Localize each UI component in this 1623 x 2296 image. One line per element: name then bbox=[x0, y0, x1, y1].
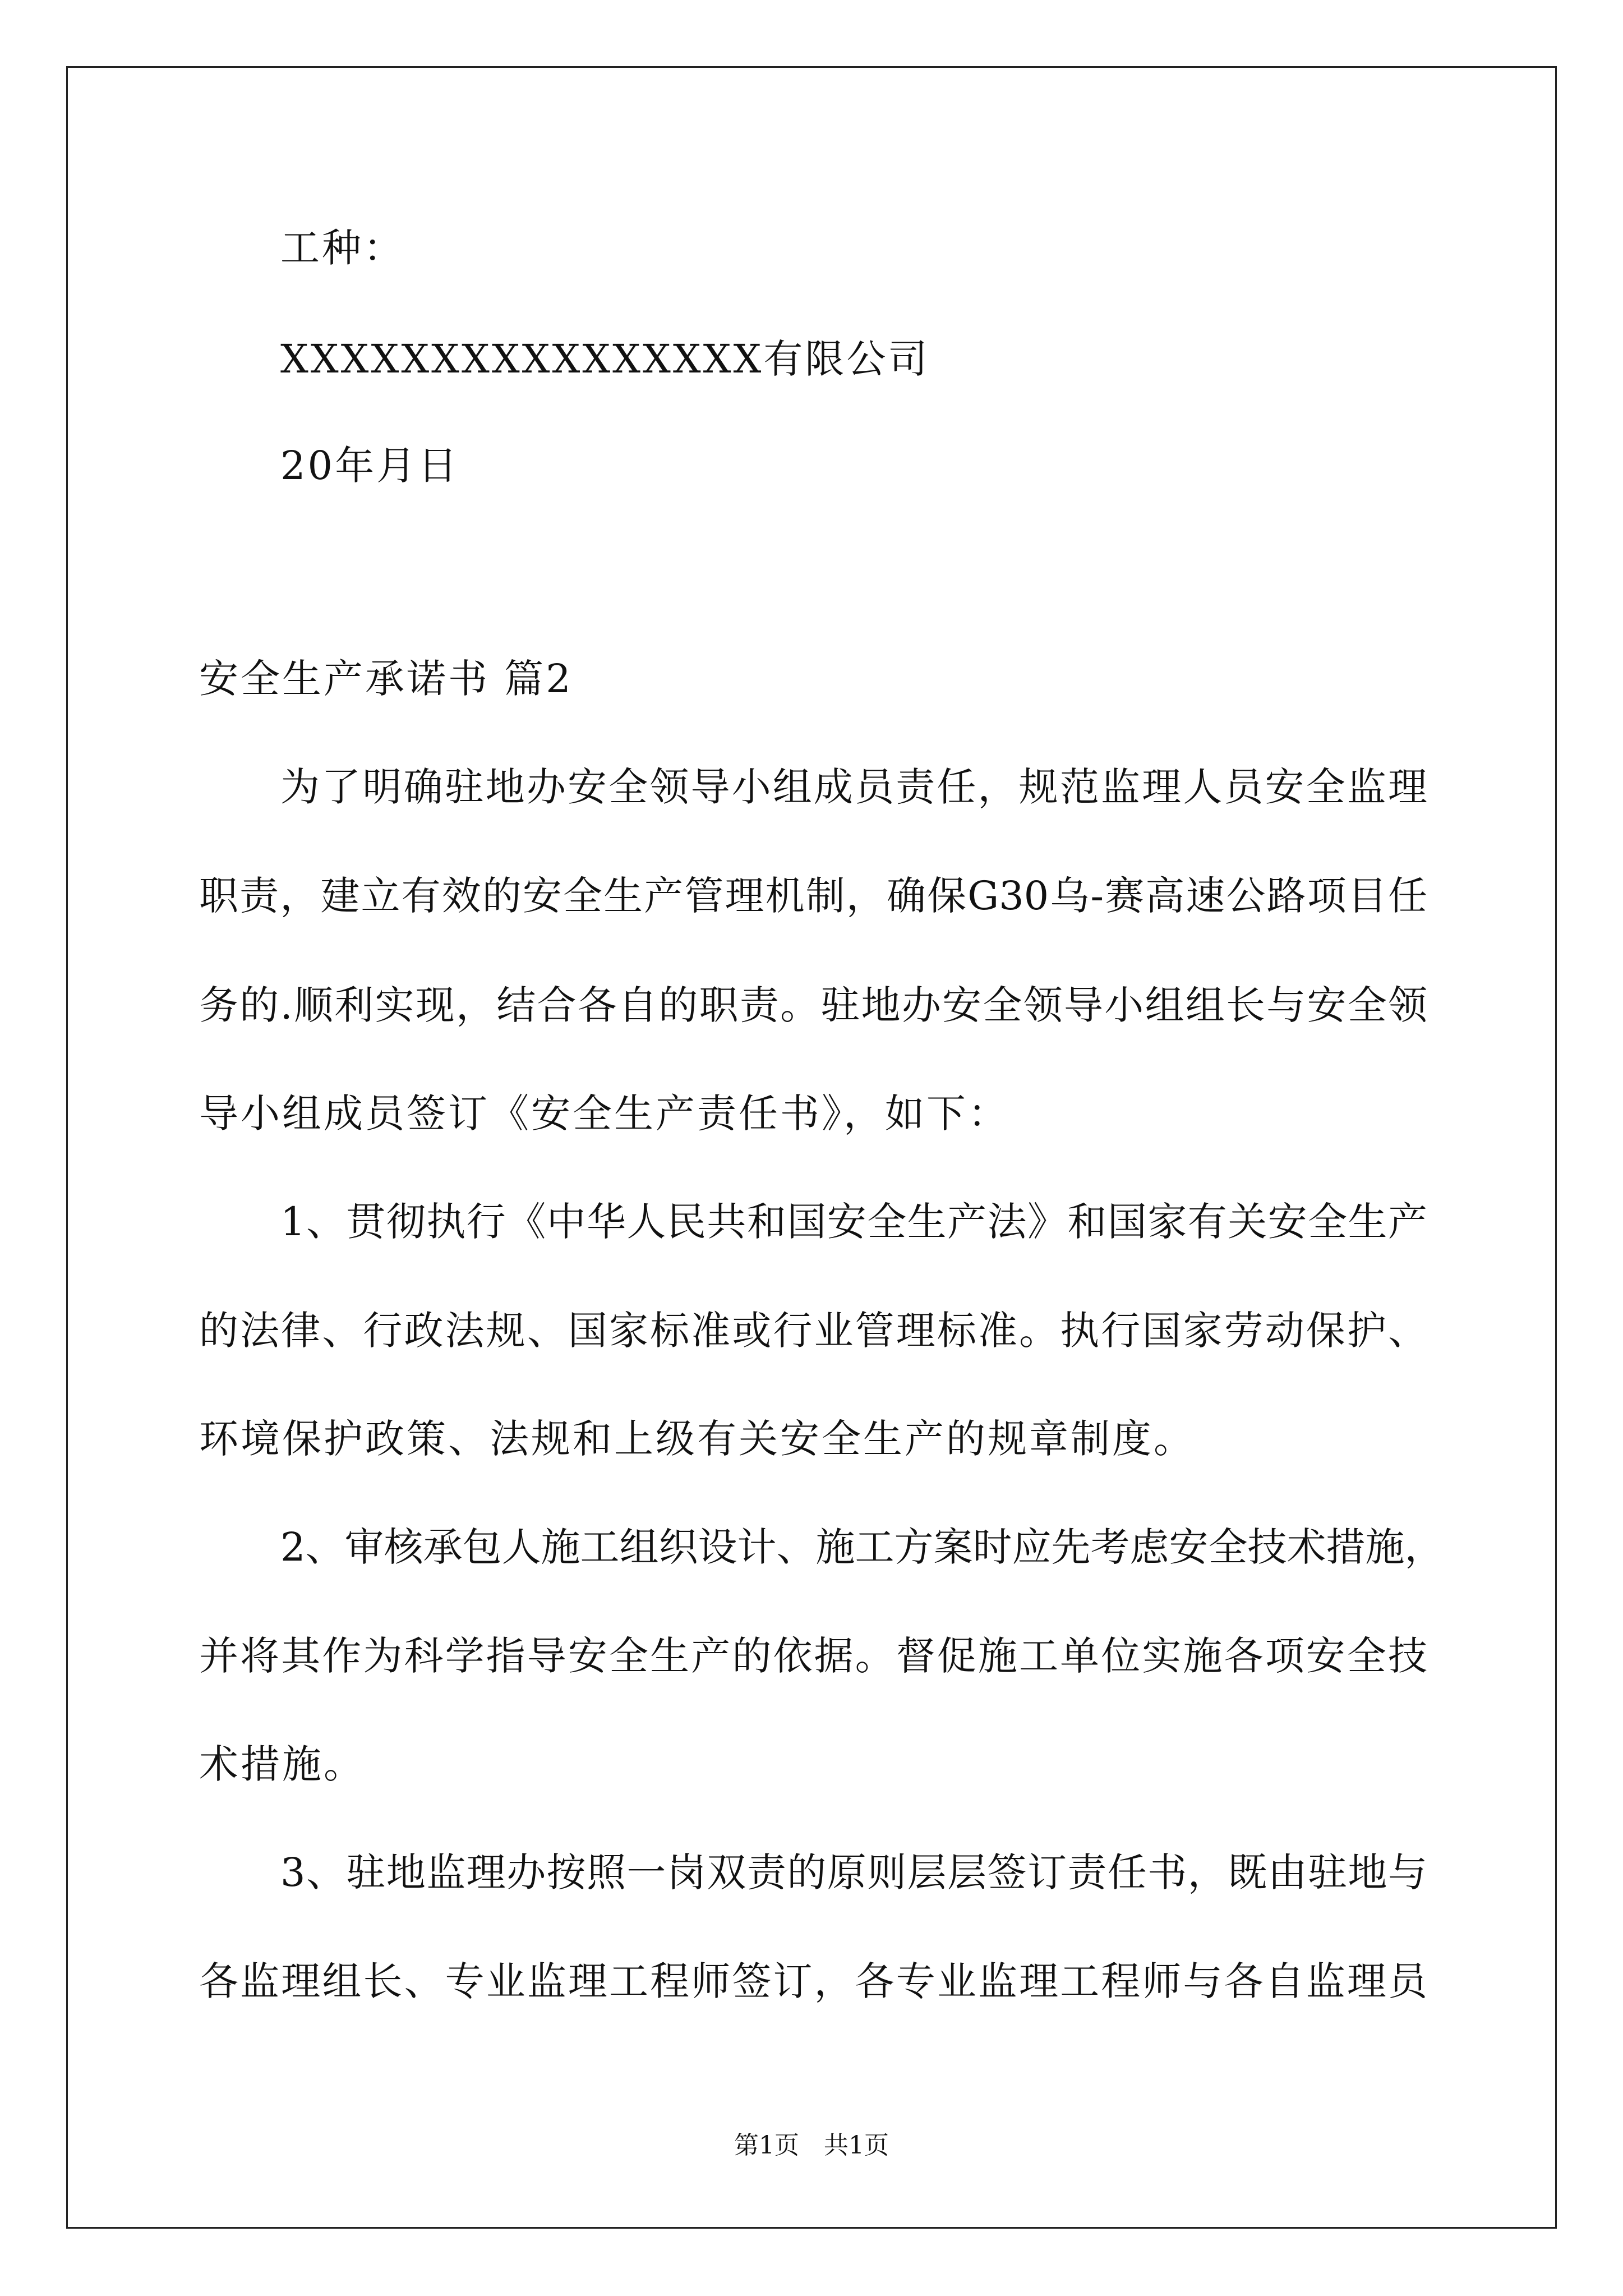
paragraph-line: 为了明确驻地办安全领导小组成员责任，规范监理人员安全监理 bbox=[280, 764, 1427, 810]
date-line: 20年月日 bbox=[280, 443, 460, 489]
page-border bbox=[66, 66, 1557, 2229]
paragraph-line: 导小组成员签订《安全生产责任书》，如下： bbox=[199, 1091, 1009, 1137]
trade-line: 工种： bbox=[280, 225, 405, 271]
page-footer: 第1页 共1页 bbox=[734, 2131, 889, 2160]
paragraph-line: 并将其作为科学指导安全生产的依据。督促施工单位实施各项安全技 bbox=[199, 1633, 1427, 1679]
section-title: 安全生产承诺书 篇2 bbox=[199, 656, 573, 702]
paragraph-line: 3、驻地监理办按照一岗双责的原则层层签订责任书，既由驻地与 bbox=[280, 1849, 1427, 1895]
paragraph-line: 2、审核承包人施工组织设计、施工方案时应先考虑安全技术措施， bbox=[280, 1524, 1444, 1570]
paragraph-line: 环境保护政策、法规和上级有关安全生产的规章制度。 bbox=[199, 1416, 1195, 1462]
paragraph-line: 的法律、行政法规、国家标准或行业管理标准。执行国家劳动保护、 bbox=[199, 1308, 1427, 1354]
paragraph-line: 务的.顺利实现，结合各自的职责。驻地办安全领导小组组长与安全领 bbox=[199, 982, 1427, 1028]
paragraph-line: 职责，建立有效的安全生产管理机制，确保G30乌-赛高速公路项目任 bbox=[199, 873, 1427, 919]
paragraph-line: 各监理组长、专业监理工程师签订，各专业监理工程师与各自监理员 bbox=[199, 1958, 1427, 2004]
company-line: XXXXXXXXXXXXXXXX有限公司 bbox=[280, 336, 930, 382]
paragraph-line: 1、贯彻执行《中华人民共和国安全生产法》和国家有关安全生产 bbox=[280, 1199, 1427, 1245]
paragraph-line: 术措施。 bbox=[199, 1741, 365, 1787]
